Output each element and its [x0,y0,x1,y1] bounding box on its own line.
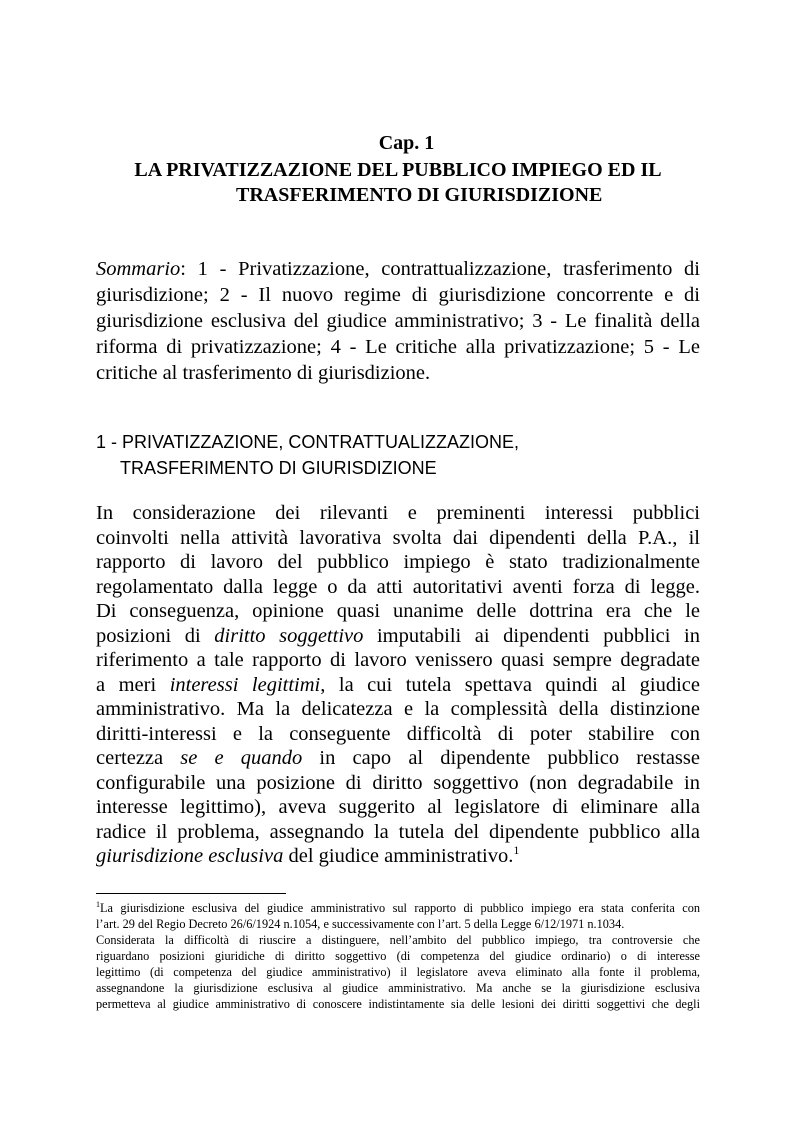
body-line [96,624,700,649]
body-line: amministrativo. Ma la delicatezza e la complessità della distinzione [96,698,700,720]
footnote-text: La giurisdizione esclusiva del giudice amministrativo sul rapporto di pubblico impiego era stata conferita con [100,901,700,915]
italic-term-giurisdizione-esclusiva: giurisdizione esclusiva [96,845,284,867]
summary-paragraph [96,256,700,386]
body-text-segment: , la cui tutela spettava quindi al giudice [320,673,700,696]
summary-label: Sommario [96,258,181,280]
italic-term-diritto-soggettivo: diritto soggettivo [214,624,364,647]
body-line: radice il problema, assegnando la tutela del dipendente pubblico alla [96,820,700,843]
body-line: regolamentato dalla legge o da atti autoritativi aventi forza di legge. [96,575,700,598]
footnote-line: Considerata la difficoltà di riuscire a distinguere, nell’ambito del pubblico impiego, tra controversie che [96,933,700,947]
footnote-line: permetteva al giudice amministrativo di conoscere indistintamente sia delle lesioni dei diritti soggettivi che degli [96,997,700,1011]
footnote-separator [96,893,286,894]
summary-text: : 1 - Privatizzazione, contrattualizzazione, trasferimento di giurisdizione; 2 - Il nuovo regime di giurisdizione concorrente e di giurisdizione esclusiva del giudice amministrativo; 3 - Le finalità della riforma di privatizzazione; 4 - Le critiche alla privatizzazione; 5 - Le critiche al trasferimento di giurisdizione. [96,258,700,384]
body-text-segment: a meri [96,673,170,696]
body-line: interesse legittimo), aveva suggerito al legislatore di eliminare alla [96,796,700,818]
section-heading-line2: TRASFERIMENTO DI GIURISDIZIONE [120,458,437,478]
section-heading [96,429,700,481]
footnote-line: riguardano posizioni giuridiche di diritto soggettivo (di competenza del giudice ordinario) o di interesse [96,949,700,963]
italic-term-interessi-legittimi: interessi legittimi [169,673,321,696]
body-line [96,844,700,869]
chapter-title-line1: LA PRIVATIZZAZIONE DEL PUBBLICO IMPIEGO ED IL [134,159,662,181]
body-line: Di conseguenza, opinione quasi unanime delle dottrina era che le [96,600,700,622]
footnote-reference[interactable]: 1 [513,843,520,858]
footnote-line: assegnandone la giurisdizione esclusiva al giudice amministrativo. Ma anche se la giurisdizione esclusiva [96,981,700,995]
chapter-title [96,158,700,208]
section-heading-line1: 1 - PRIVATIZZAZIONE, CONTRATTUALIZZAZIONE, [96,432,520,452]
footnote-line [96,900,700,916]
body-text-segment: posizioni di [96,624,215,647]
body-line: diritti-interessi e la conseguente difficoltà di poter stabilire con [96,722,700,745]
body-paragraph [96,501,700,869]
footnote-marker: 1 [96,899,100,909]
footnote-line: l’art. 29 del Regio Decreto 26/6/1924 n.1054, e successivamente con l’art. 5 della Legge 6/12/1971 n.1034. [96,917,625,931]
body-line: riferimento a tale rapporto di lavoro venissero quasi sempre degradate [96,649,700,671]
body-line: configurabile una posizione di diritto soggettivo (non degradabile in [96,771,700,794]
body-line: rapporto di lavoro del pubblico impiego è stato tradizionalmente [96,551,700,573]
body-line [96,673,700,698]
body-line: In considerazione dei rilevanti e preminenti interessi pubblici [96,502,700,524]
italic-term-se-e-quando: se e quando [180,747,303,769]
body-line: coinvolti nella attività lavorativa svolta dai dipendenti della P.A., il [96,526,700,549]
body-text-segment: in capo al dipendente pubblico restasse [302,747,700,769]
chapter-number: Cap. 1 [378,132,435,154]
body-line [96,746,700,771]
body-text-segment: certezza [96,747,181,769]
body-text-segment: del giudice amministrativo. [283,845,514,867]
body-text-segment: imputabili ai dipendenti pubblici in [363,624,700,647]
footnote [96,900,700,1012]
chapter-title-line2: TRASFERIMENTO DI GIURISDIZIONE [236,184,603,206]
footnote-line: legittimo (di competenza del giudice amministrativo) il legislatore aveva eliminato alla fonte il problema, [96,965,700,979]
